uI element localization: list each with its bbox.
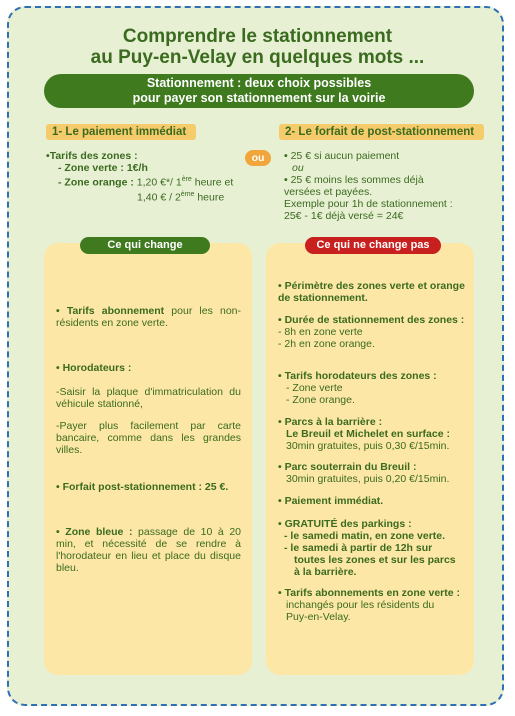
banner-line-1: Stationnement : deux choix possibles xyxy=(146,76,372,90)
option1-heading-text: 1- Le paiement immédiat xyxy=(46,124,196,140)
gratuite-label: GRATUITÉ des parkings : xyxy=(284,518,412,530)
duree-2: - 2h en zone orange. xyxy=(278,338,375,350)
orange-end-2: heure xyxy=(194,191,225,203)
parcs-1: Le Breuil et Michelet en surface : xyxy=(286,428,450,440)
parcs-label: Parcs à la barrière : xyxy=(284,416,383,428)
forfait-line-4: versées et payées. xyxy=(284,186,373,198)
option2-heading xyxy=(279,124,484,140)
zone-bleue-text: passage de 10 à 20 min, et nécessité de se rendre à l'horodateur en lieu et place du disque bleu. xyxy=(56,526,241,574)
page-title xyxy=(0,26,515,68)
right-tarifs-horo: • Tarifs horodateurs des zones : - Zone verte - Zone orange. xyxy=(278,370,468,406)
orange-end-1: heure et xyxy=(191,176,234,189)
zone-orange-label: - Zone orange : xyxy=(58,176,137,189)
left-abonnement: • Tarifs abonnement pour les non-résidents en zone verte. xyxy=(56,305,241,329)
right-gratuite: • GRATUITÉ des parkings : - le samedi matin, en zone verte. - le samedi à partir de 12h sur toutes les zones et sur les parcs à la barrière. xyxy=(278,518,456,578)
gratuite-2a: - le samedi à partir de 12h sur xyxy=(284,542,433,554)
forfait-text: Forfait post-stationnement : 25 €. xyxy=(62,481,229,493)
orange-tarif-1: 1,20 €*/ 1 xyxy=(136,176,182,189)
right-abonnements: • Tarifs abonnements en zone verte : inchangés pour les résidents du Puy-en-Velay. xyxy=(278,587,474,623)
right-perimetre: • Périmètre des zones verte et orange de stationnement. xyxy=(278,280,465,304)
forfait-line-3: 25 € moins les sommes déjà xyxy=(290,174,424,186)
gratuite-1: - le samedi matin, en zone verte. xyxy=(284,530,446,542)
ce-qui-ne-change-pas-pill: Ce qui ne change pas xyxy=(305,237,441,254)
forfait-line-6: 25€ - 1€ déjà versé = 24€ xyxy=(284,210,404,222)
right-duree: • Durée de stationnement des zones : - 8h en zone verte - 2h en zone orange. xyxy=(278,314,468,350)
option2-content: • 25 € si aucun paiement ou • 25 € moins les sommes déjà versées et payées. Exemple pour 1h de stationnement : 25€ - 1€ déjà versé = 24€ xyxy=(284,150,453,222)
tarifs-horo-1: - Zone verte xyxy=(286,382,343,394)
duree-1: - 8h en zone verte xyxy=(278,326,363,338)
orange-sup-2: ème xyxy=(180,190,195,198)
right-parcs: • Parcs à la barrière : Le Breuil et Michelet en surface : 30min gratuites, puis 0,30 €/15min. xyxy=(278,416,474,452)
souterrain-2: 30min gratuites, puis 0,20 €/15min. xyxy=(286,473,450,485)
paiement-text: Paiement immédiat. xyxy=(284,495,384,507)
perimetre-text: Périmètre des zones verte et orange de stationnement. xyxy=(278,280,465,304)
option1-content: •Tarifs des zones : - Zone verte : 1€/h - Zone orange : 1,20 €*/ 1ère heure et 1,40 € / 2ème heure xyxy=(46,150,234,203)
left-horo-2: -Payer plus facilement par carte bancaire, comme dans les grandes villes. xyxy=(56,420,241,456)
duree-label: Durée de stationnement des zones : xyxy=(284,314,465,326)
abonnement-text: pour les non-résidents en zone verte. xyxy=(56,305,241,329)
left-horo-1: -Saisir la plaque d'immatriculation du véhicule stationné, xyxy=(56,386,241,410)
gratuite-2c: à la barrière. xyxy=(294,566,357,578)
banner-line-2: pour payer son stationnement sur la voirie xyxy=(132,91,386,105)
orange-tarif-2: 1,40 € / 2 xyxy=(137,191,181,203)
abon-1: inchangés pour les résidents du xyxy=(286,599,435,611)
horodateurs-label: Horodateurs : xyxy=(62,362,132,374)
title-line-1: Comprendre le stationnement xyxy=(122,26,393,47)
souterrain-1: Parc souterrain du Breuil : xyxy=(284,461,417,473)
tarifs-horo-2: - Zone orange. xyxy=(286,394,355,406)
abon-2: Puy-en-Velay. xyxy=(286,611,351,623)
ou-badge: ou xyxy=(245,150,271,166)
tarifs-horo-label: Tarifs horodateurs des zones : xyxy=(284,370,437,382)
option1-heading xyxy=(46,124,196,140)
tarifs-label: Tarifs des zones : xyxy=(49,150,138,162)
left-horodateurs-label: • Horodateurs : xyxy=(56,362,132,374)
forfait-line-5: Exemple pour 1h de stationnement : xyxy=(284,198,453,210)
right-paiement: • Paiement immédiat. xyxy=(278,495,384,507)
left-forfait: • Forfait post-stationnement : 25 €. xyxy=(56,481,229,493)
parcs-2: 30min gratuites, puis 0,30 €/15min. xyxy=(286,440,450,452)
abonnement-label: Tarifs abonnement xyxy=(66,305,165,317)
abon-label: Tarifs abonnements en zone verte : xyxy=(284,587,461,599)
ce-qui-change-pill: Ce qui change xyxy=(80,237,210,254)
forfait-ou: ou xyxy=(292,162,304,174)
right-souterrain: • Parc souterrain du Breuil : 30min gratuites, puis 0,20 €/15min. xyxy=(278,461,474,485)
left-zone-bleue: • Zone bleue : passage de 10 à 20 min, et nécessité de se rendre à l'horodateur en lieu et place du disque bleu. xyxy=(56,526,241,574)
title-line-2: au Puy-en-Velay en quelques mots ... xyxy=(90,47,425,68)
orange-sup-1: ère xyxy=(181,176,192,183)
zone-verte-tarif: - Zone verte : 1€/h xyxy=(58,162,148,174)
forfait-line-1: 25 € si aucun paiement xyxy=(290,150,400,162)
gratuite-2b: toutes les zones et sur les parcs xyxy=(294,554,456,566)
banner xyxy=(44,74,474,108)
option2-heading-text: 2- Le forfait de post-stationnement xyxy=(279,124,484,140)
zone-bleue-label: Zone bleue : xyxy=(65,526,133,538)
